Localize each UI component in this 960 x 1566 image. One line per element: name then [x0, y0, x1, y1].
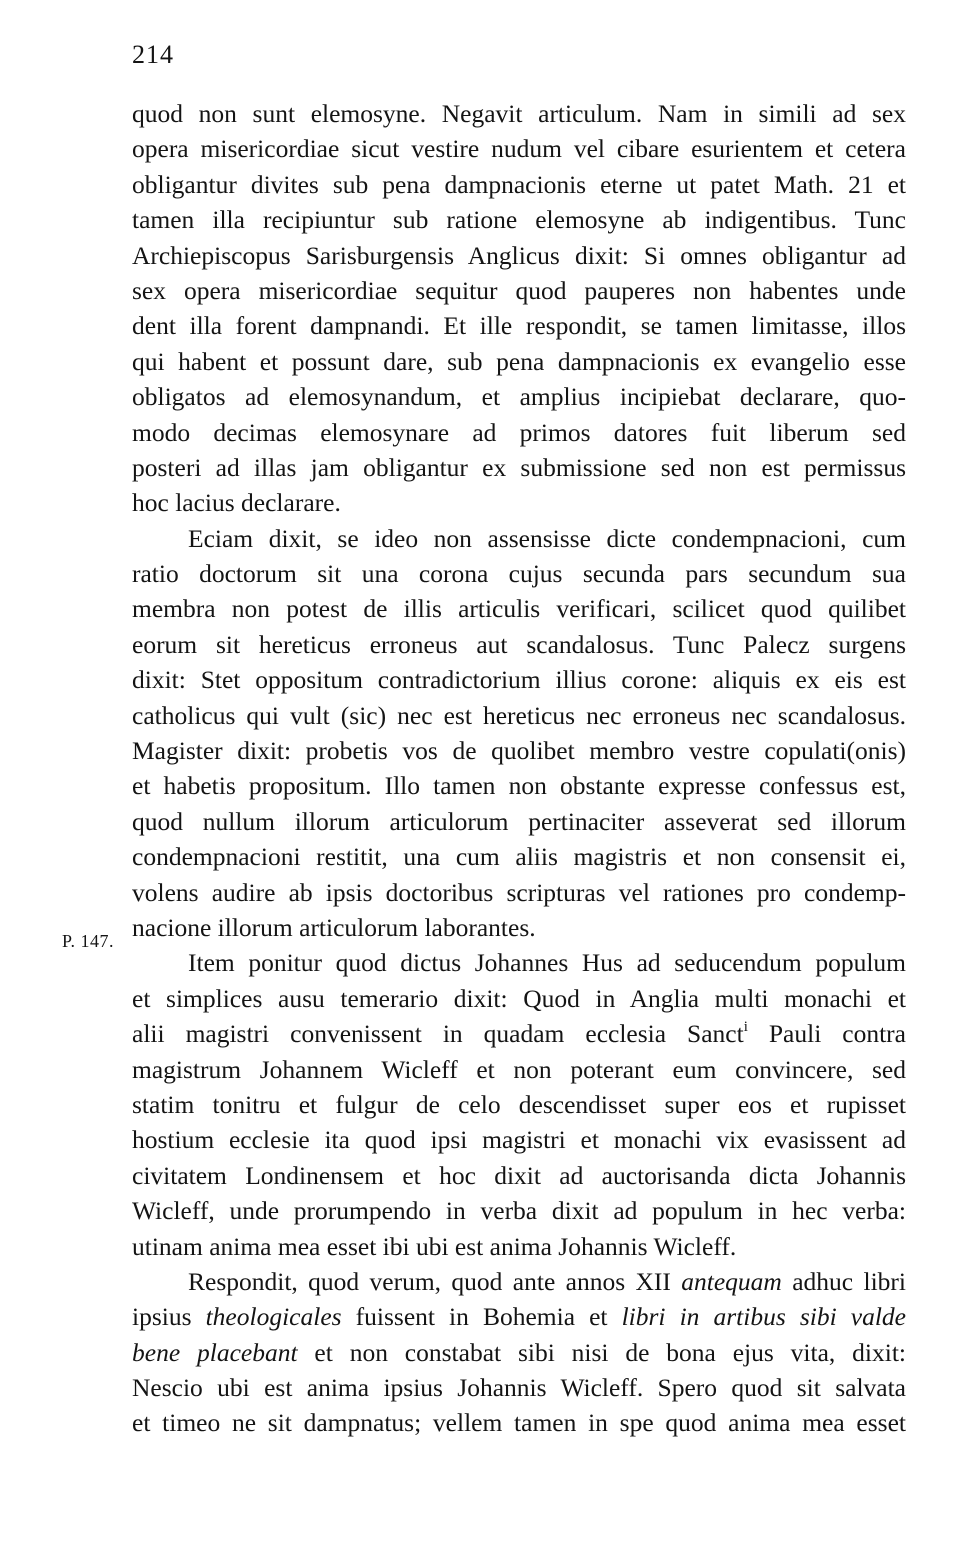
text-span: Respondit, quod verum, quod ante annos XII — [188, 1266, 682, 1296]
italic-text: bene placebant — [132, 1337, 298, 1367]
text-line: dent illa forent dampnandi. Et ille respondit, se tamen limitasse, illos — [132, 311, 906, 341]
paragraph-3 — [132, 945, 906, 1264]
text-span: ipsius — [132, 1302, 206, 1332]
text-line: Magister dixit: probetis vos de quolibet membro vestre copulati(onis) — [132, 736, 906, 766]
text-line: obligantur divites sub pena dampnacionis eterne ut patet Math. 21 et — [132, 169, 906, 199]
text-line: et timeo ne sit dampnatus; vellem tamen in spe quod anima mea esset — [132, 1408, 906, 1438]
text-line: opera misericordiae sicut vestire nudum vel cibare esurientem et cetera — [132, 134, 906, 164]
text-line: et habetis propositum. Illo tamen non obstante expresse confessus est, — [132, 771, 906, 801]
text-line: et simplices ausu temerario dixit: Quod in Anglia multi monachi et — [132, 983, 906, 1013]
text-span: alii magistri convenissent in quadam ecclesia Sanct — [132, 1019, 744, 1049]
text-span: Pauli contra — [747, 1019, 906, 1049]
text-line: sex opera misericordiae sequitur quod pauperes non habentes unde — [132, 275, 906, 305]
text-line: Eciam dixit, se ideo non assensisse dicte condempnacioni, cum — [188, 523, 906, 553]
text-line: catholicus qui vult (sic) nec est hereticus nec erroneus nec scandalosus. — [132, 700, 906, 730]
text-line: dixit: Stet oppositum contradictorium illius corone: aliquis ex eis est — [132, 665, 906, 695]
text-line: tamen illa recipiuntur sub ratione elemosyne ab indigentibus. Tunc — [132, 205, 906, 235]
text-line: hoc lacius declarare. — [132, 488, 341, 518]
text-span: fuissent in Bohemia et — [341, 1302, 622, 1332]
text-line: Item ponitur quod dictus Johannes Hus ad seducendum populum — [188, 948, 906, 978]
text-line: Wicleff, unde prorumpendo in verba dixit ad populum in hec verba: — [132, 1196, 906, 1226]
text-span: et non constabat sibi nisi de bona ejus vita, dixit: — [297, 1337, 906, 1367]
text-line: eorum sit hereticus erroneus aut scandalosus. Tunc Palecz surgens — [132, 629, 906, 659]
text-line: civitatem Londinensem et hoc dixit ad auctorisanda dicta Johannis — [132, 1160, 906, 1190]
text-line: ratio doctorum sit una corona cujus secunda pars secundum sua — [132, 559, 906, 589]
italic-text: libri in artibus sibi valde — [621, 1302, 906, 1332]
text-line: statim tonitru et fulgur de celo descendisset super eos et rupisset — [132, 1089, 906, 1119]
superscript: i — [743, 1019, 748, 1036]
italic-text: theologicales — [205, 1302, 342, 1332]
text-line: posteri ad illas jam obligantur ex submissione sed non est permissus — [132, 452, 906, 482]
text-line: modo decimas elemosynare ad primos datores fuit liberum sed — [132, 417, 906, 447]
paragraph-1 — [132, 96, 906, 521]
text-line: Nescio ubi est anima ipsius Johannis Wicleff. Spero quod sit salvata — [132, 1373, 906, 1403]
text-line: nacione illorum articulorum laborantes. — [132, 912, 536, 942]
text-line: obligatos ad elemosynandum, et amplius incipiebat declarare, quo- — [132, 382, 906, 412]
page-number: 214 — [132, 40, 174, 69]
text-line: condempnacioni restitit, una cum aliis magistris et non consensit ei, — [132, 842, 906, 872]
text-line — [132, 1016, 906, 1051]
text-line: magistrum Johannem Wicleff et non poterant eum convincere, sed — [132, 1054, 906, 1084]
text-line: qui habent et possunt dare, sub pena dampnacionis ex evangelio esse — [132, 346, 906, 376]
body-text — [132, 96, 906, 1441]
italic-text: antequam — [681, 1266, 782, 1296]
text-line: Archiepiscopus Sarisburgensis Anglicus dixit: Si omnes obligantur ad — [132, 240, 906, 270]
text-span: adhuc libri — [781, 1266, 906, 1296]
text-line: volens audire ab ipsis doctoribus scripturas vel rationes pro condemp- — [132, 877, 906, 907]
text-line: membra non potest de illis articulis verificari, scilicet quod quilibet — [132, 594, 906, 624]
text-line — [132, 1335, 906, 1370]
text-line: quod non sunt elemosyne. Negavit articulum. Nam in simili ad sex — [132, 99, 906, 128]
text-line — [132, 1264, 906, 1299]
text-line: utinam anima mea esset ibi ubi est anima Johannis Wicleff. — [132, 1231, 737, 1261]
paragraph-4 — [132, 1264, 906, 1441]
text-line: quod nullum illorum articulorum pertinaciter asseverat sed illorum — [132, 806, 906, 836]
text-line: hostium ecclesie ita quod ipsi magistri et monachi vix evasissent ad — [132, 1125, 906, 1155]
text-line — [132, 1299, 906, 1334]
paragraph-2 — [132, 521, 906, 946]
margin-page-reference: P. 147. — [62, 931, 115, 951]
